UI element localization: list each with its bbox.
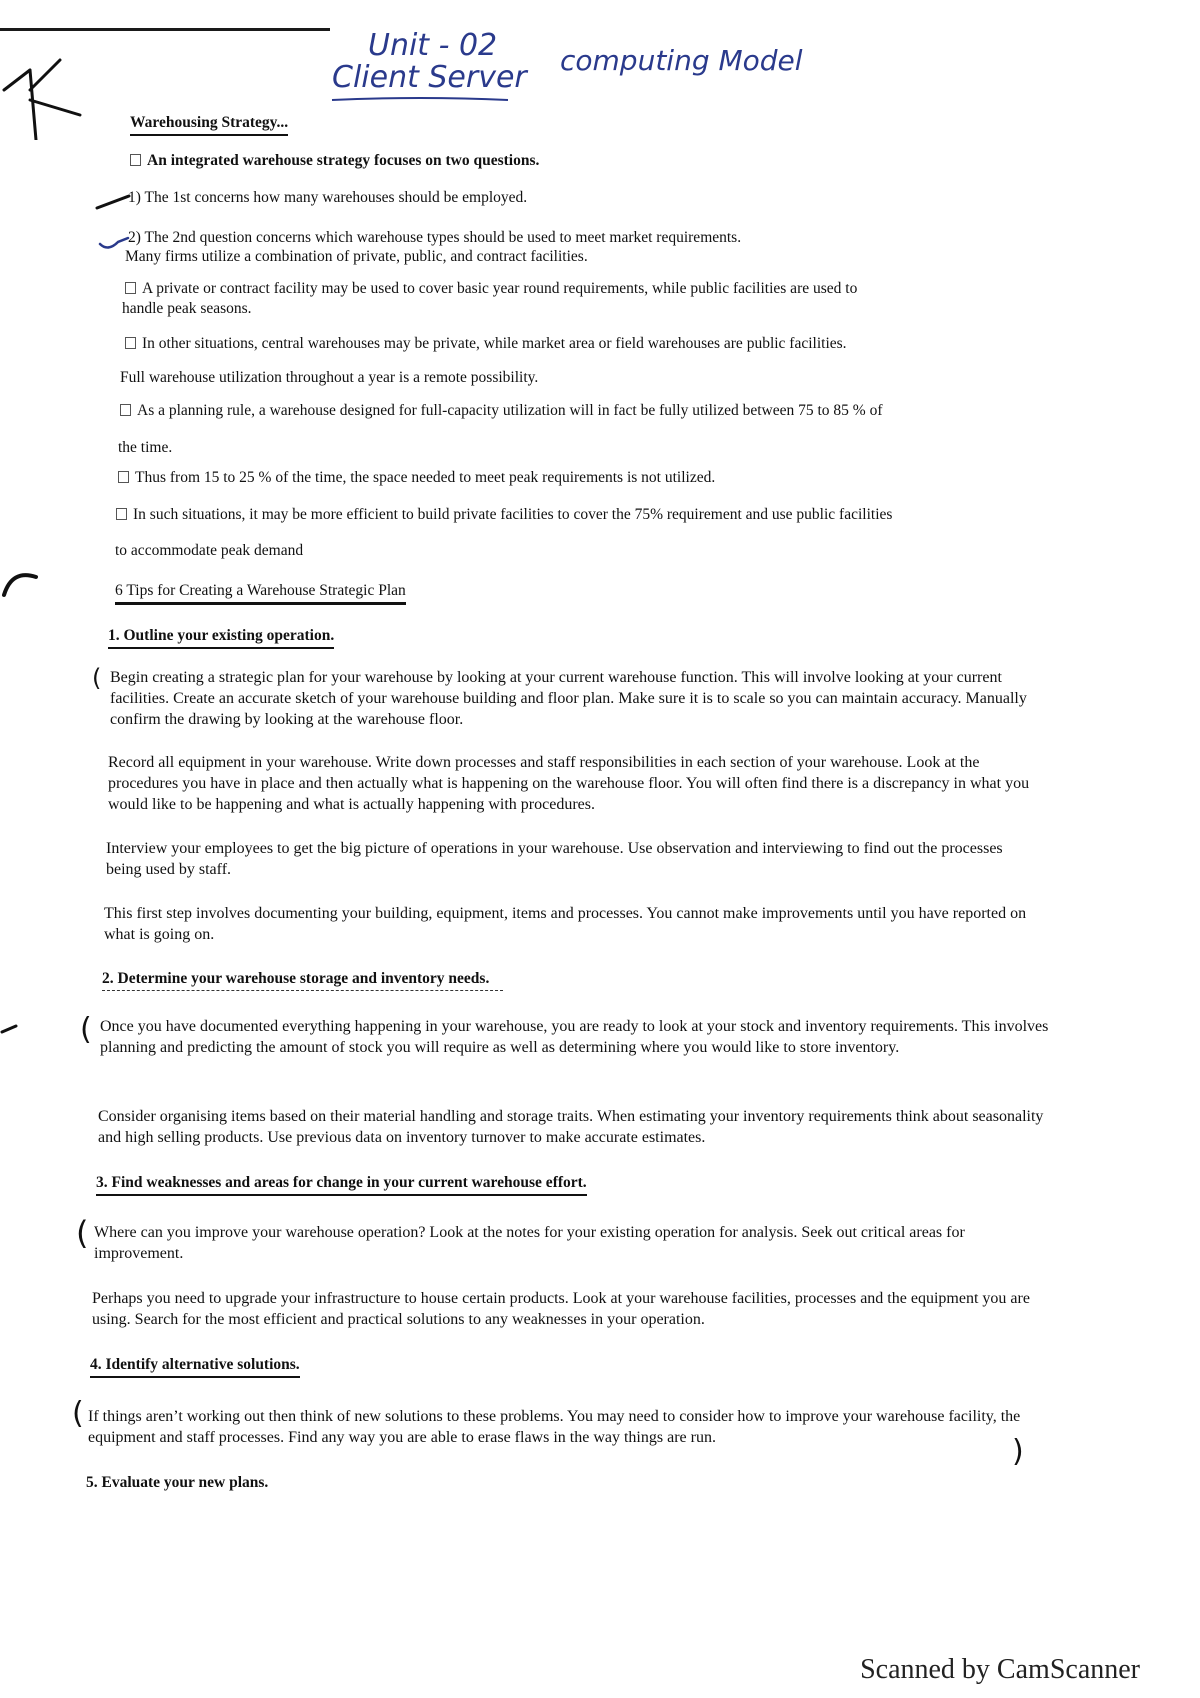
margin-dash-mark <box>0 1018 30 1038</box>
strategy-line-2: 1) The 1st concerns how many warehouses should be employed. <box>128 189 528 206</box>
tip-3-title: 3. Find weaknesses and areas for change in your current warehouse effort. <box>96 1172 587 1196</box>
tip-1-paragraph-3: Interview your employees to get the big picture of operations in your warehouse. Use observation and interviewing to find out the processes being used by staff. <box>106 840 1003 878</box>
strategy-line-6: handle peak seasons. <box>122 300 252 317</box>
corner-tick-mark <box>0 30 90 140</box>
handwritten-subtitle-a: Client Server <box>332 60 527 95</box>
strategy-line-7: In other situations, central warehouses may be private, while market area or field warehouses are public facilities. <box>125 333 847 354</box>
strategy-line-9: As a planning rule, a warehouse designed for full-capacity utilization will in fact be fully utilized between 75 to 85 % of <box>120 400 883 421</box>
strategy-line-11: Thus from 15 to 25 % of the time, the space needed to meet peak requirements is not utilized. <box>118 467 715 488</box>
tip-2-paragraph-2: Consider organising items based on their material handling and storage traits. When estimating your inventory requirements think about seasonality and high selling products. Use previous data on inventory turnover to make accurate estimates. <box>98 1108 1044 1146</box>
bullet-box-icon <box>116 508 127 520</box>
tip-1-paragraph-1: Begin creating a strategic plan for your warehouse by looking at your current warehouse function. This will involve looking at your current facilities. Create an accurate sketch of your warehouse building and floor plan. Make sure it is to scale so you can maintain accuracy. Manually confirm the drawing by looking at the warehouse floor. <box>110 669 1027 728</box>
bullet-box-icon <box>120 404 131 416</box>
tip-4-title: 4. Identify alternative solutions. <box>90 1354 300 1378</box>
bracket-mark-close: ) <box>1012 1434 1024 1469</box>
tip-1-title: 1. Outline your existing operation. <box>108 625 334 649</box>
strategy-line-5: A private or contract facility may be used to cover basic year round requirements, while public facilities are used to <box>125 278 857 299</box>
tip-2-paragraph-1: Once you have documented everything happening in your warehouse, you are ready to look at your stock and inventory requirements. This involves planning and predicting the amount of stock you will require as well as determining where you would like to store inventory. <box>100 1018 1049 1056</box>
strategy-line-13: to accommodate peak demand <box>115 542 304 559</box>
tip-5-title: 5. Evaluate your new plans. <box>86 1474 269 1491</box>
tip-2-title: 2. Determine your warehouse storage and inventory needs. <box>102 968 503 991</box>
bracket-mark: ( <box>80 1012 92 1047</box>
bracket-mark: ( <box>92 664 102 692</box>
tip-1-paragraph-4: This first step involves documenting your building, equipment, items and processes. You cannot make improvements until you have reported on what is going on. <box>104 905 1027 943</box>
tip-3-paragraph-2: Perhaps you need to upgrade your infrastructure to house certain products. Look at your warehouse facilities, processes and the equipment you are using. Search for the most efficient and practical solutions to any weaknesses in your operation. <box>92 1290 1030 1328</box>
strategy-line-10: the time. <box>118 439 173 456</box>
handwritten-unit: Unit - 02 <box>368 28 498 63</box>
strategy-line-3: 2) The 2nd question concerns which warehouse types should be used to meet market requirements. <box>128 229 742 246</box>
strategy-line-1: An integrated warehouse strategy focuses on two questions. <box>130 150 539 171</box>
bullet-box-icon <box>130 154 141 166</box>
bullet-box-icon <box>118 471 129 483</box>
section-heading-tips: 6 Tips for Creating a Warehouse Strategic Plan <box>115 580 406 605</box>
handwritten-underline <box>330 94 510 104</box>
bracket-mark: ( <box>72 1396 84 1431</box>
tip-4-paragraph-1: If things aren’t working out then think of new solutions to these problems. You may need to consider how to improve your warehouse facility, the equipment and staff processes. Find any way you are able to erase flaws in the way things are run. <box>88 1408 1021 1446</box>
camscanner-watermark: Scanned by CamScanner <box>860 1654 1140 1685</box>
tip-3-paragraph-1: Where can you improve your warehouse operation? Look at the notes for your existing operation for analysis. Seek out critical areas for improvement. <box>94 1224 965 1262</box>
bullet-box-icon <box>125 282 136 294</box>
tip-1-paragraph-2: Record all equipment in your warehouse. Write down processes and staff responsibilities in each section of your warehouse. Look at the procedures you have in place and then actually what is happening on the warehouse floor. You will often find there is a discrepancy in what you would like to be happening and what is actually happening with procedures. <box>108 754 1030 813</box>
strategy-line-4: Many firms utilize a combination of private, public, and contract facilities. <box>125 248 588 265</box>
bracket-mark: ( <box>76 1214 89 1252</box>
margin-arc-mark <box>0 565 50 605</box>
strategy-line-8: Full warehouse utilization throughout a year is a remote possibility. <box>120 369 539 386</box>
bullet-box-icon <box>125 337 136 349</box>
handwritten-subtitle-b: computing Model <box>560 44 803 77</box>
section-heading-warehousing-strategy: Warehousing Strategy... <box>130 112 288 136</box>
strategy-line-12: In such situations, it may be more efficient to build private facilities to cover the 75% requirement and use public facilities <box>116 504 892 525</box>
